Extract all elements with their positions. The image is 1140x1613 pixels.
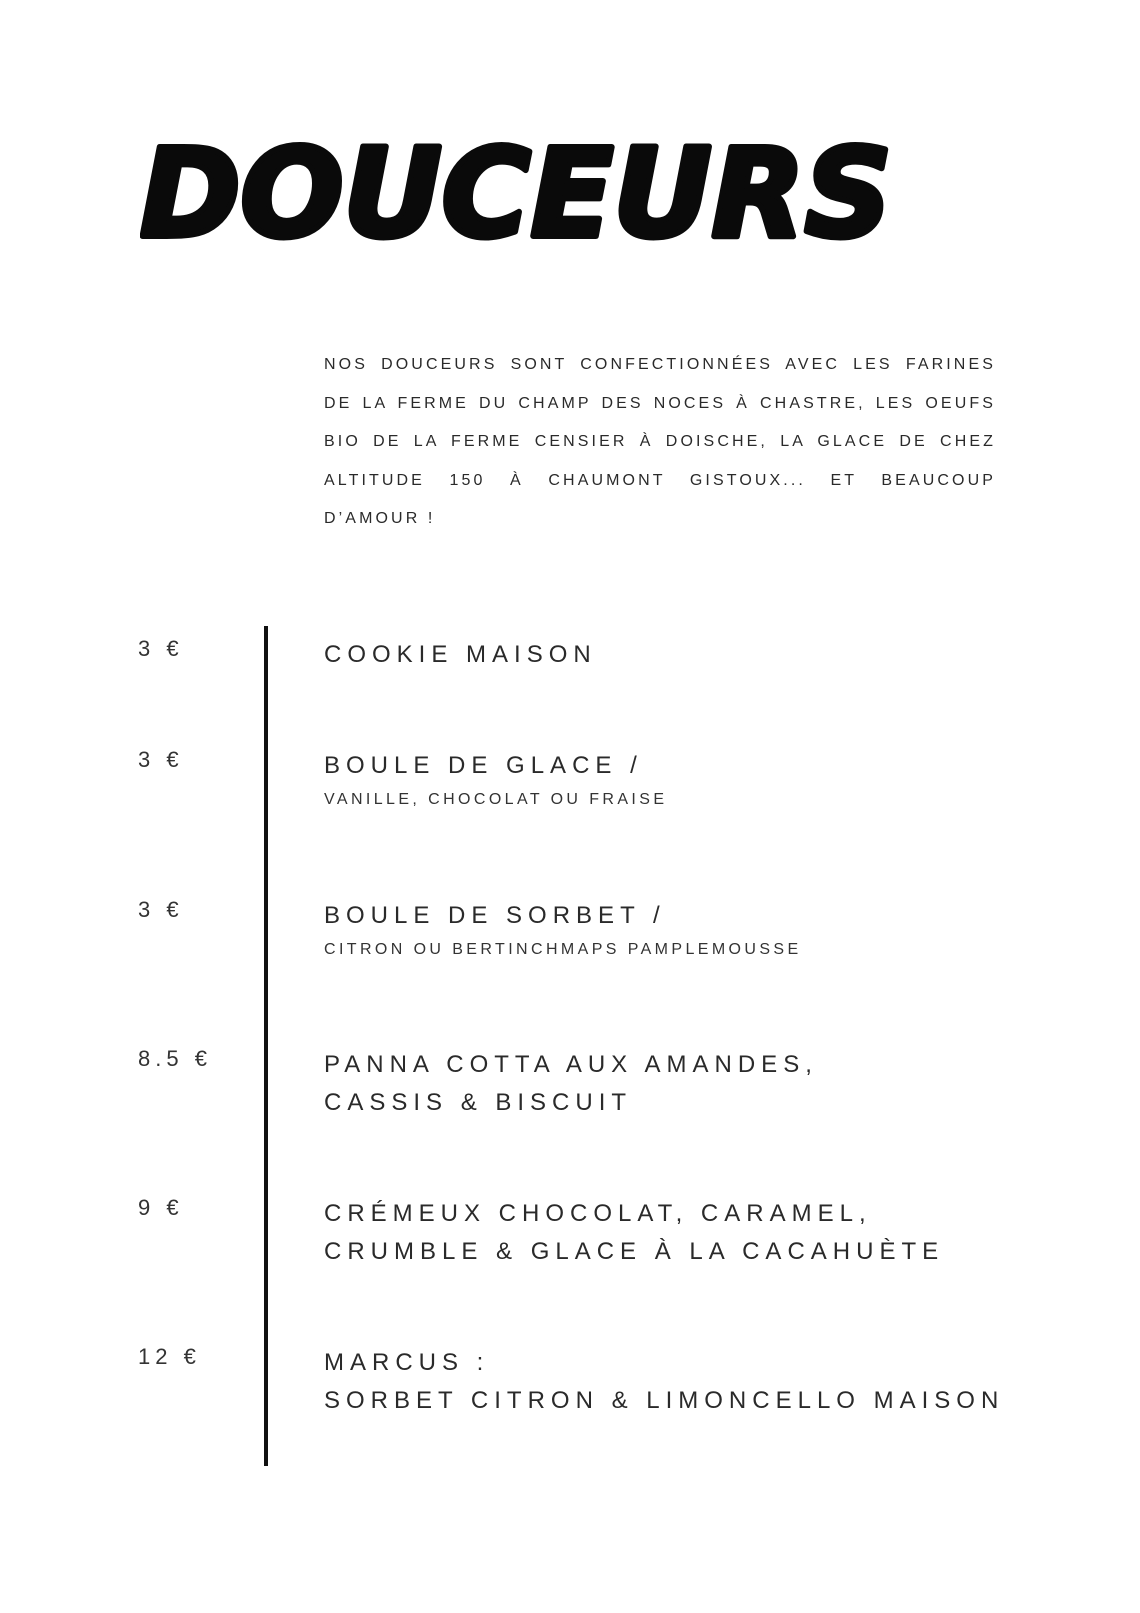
item-name-line: CRUMBLE & GLACE À LA CACAHUÈTE: [324, 1238, 945, 1265]
item-name-line: MARCUS :: [324, 1349, 490, 1376]
item-name: [324, 747, 1084, 785]
item-price: 12 €: [138, 1344, 201, 1369]
item-name-line: CASSIS & BISCUIT: [324, 1089, 633, 1116]
title-text: DOUCEURS: [140, 123, 892, 265]
item-price: 9 €: [138, 1195, 184, 1220]
item-name: [324, 636, 1084, 674]
item-name-line: CRÉMEUX CHOCOLAT, CARAMEL,: [324, 1200, 872, 1227]
item-name-line: SORBET CITRON & LIMONCELLO MAISON: [324, 1387, 1005, 1414]
item-price: 3 €: [138, 897, 184, 922]
item-description: VANILLE, CHOCOLAT OU FRAISE: [324, 791, 668, 808]
item-name-line: PANNA COTTA AUX AMANDES,: [324, 1051, 818, 1078]
item-price: 3 €: [138, 636, 184, 661]
item-description: CITRON OU BERTINCHMAPS PAMPLEMOUSSE: [324, 941, 802, 958]
item-price: 3 €: [138, 747, 184, 772]
item-name: [324, 897, 1084, 935]
item-name-line: COOKIE MAISON: [324, 641, 597, 668]
intro-paragraph: NOS DOUCEURS SONT CONFECTIONNÉES AVEC LES FARINES DE LA FERME DU CHAMP DES NOCES À CHASTRE, LES OEUFS BIO DE LA FERME CENSIER À DOISCHE, LA GLACE DE CHEZ ALTITUDE 150 À CHAUMONT GISTOUX... ET BEAUCOUP D’AMOUR !: [324, 356, 996, 527]
item-name: [324, 1046, 1084, 1122]
item-name: [324, 1195, 1084, 1271]
item-price: 8.5 €: [138, 1046, 212, 1071]
item-name-line: BOULE DE GLACE /: [324, 752, 643, 779]
item-name-line: BOULE DE SORBET /: [324, 902, 666, 929]
item-name: [324, 1344, 1084, 1420]
